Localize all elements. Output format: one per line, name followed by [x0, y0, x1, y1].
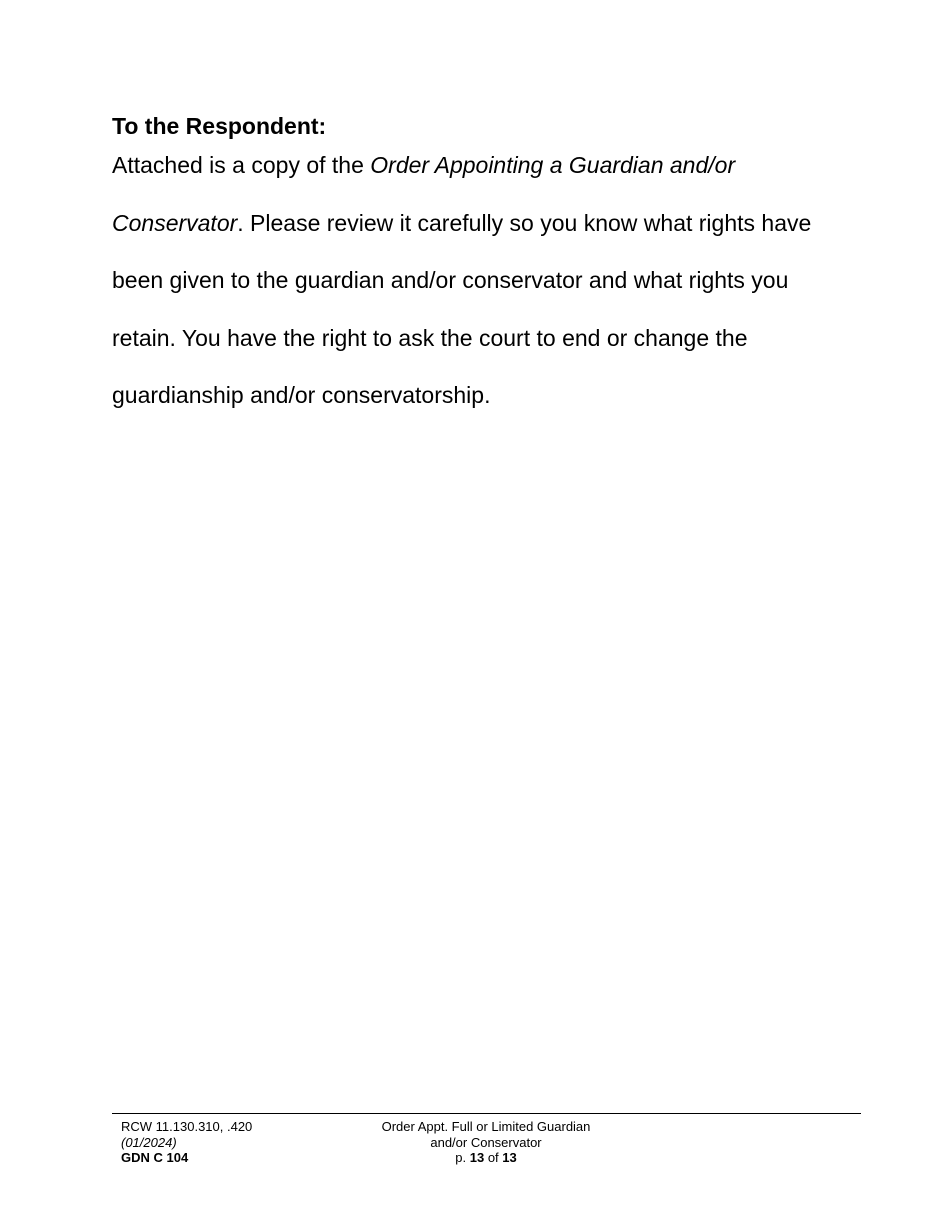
page-current: 13 [469, 1150, 485, 1165]
notice-text-body: . Please review it carefully so you know what rights have been given to the guardian and/or conservator and what rights you retain. You have the right to ask the court to end or change the guardianship and/or conservatorship. [112, 209, 812, 408]
footer-divider [112, 1113, 861, 1114]
page-total: 13 [502, 1150, 517, 1165]
page-prefix: p. [455, 1150, 467, 1165]
notice-paragraph [112, 137, 832, 425]
footer-page-number [356, 1150, 616, 1166]
footer-form-number: GDN C 104 [121, 1150, 189, 1165]
order-title-italic: Order Appointing a Guardian and/or Conservator [112, 152, 736, 236]
footer-form-info [121, 1119, 341, 1166]
footer-rcw: RCW 11.130.310, .420 [121, 1119, 253, 1134]
footer-title-line1: Order Appt. Full or Limited Guardian [381, 1119, 591, 1134]
footer-form-title [356, 1119, 616, 1166]
notice-heading: To the Respondent: [112, 113, 327, 139]
notice-text-intro: Attached is a copy of the [112, 152, 371, 178]
respondent-notice [112, 111, 832, 425]
footer-title-line2: and/or Conservator [430, 1134, 542, 1150]
footer-revision-date: (01/2024) [121, 1134, 177, 1150]
page-of: of [487, 1150, 499, 1165]
